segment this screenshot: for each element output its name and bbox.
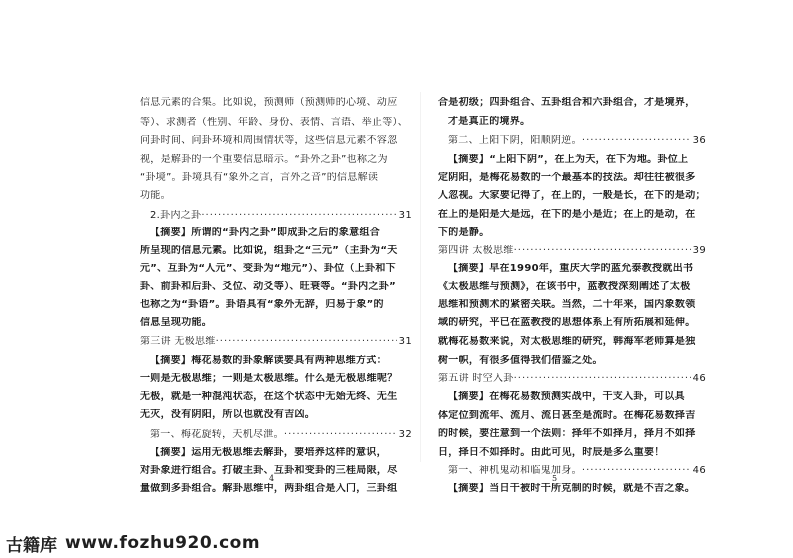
- abstract-text-line: 人忽视。大家要记得了，在上的，一般是长，在下的是动；: [438, 190, 706, 201]
- toc-entry: [150, 210, 412, 222]
- body-text-line: 功能。: [140, 190, 171, 201]
- watermark-url: www.fozhu920.com: [65, 533, 261, 553]
- body-text-line: 问卦时间、问卦环境和周围情状等，这些信息元素不容忽: [140, 135, 398, 146]
- toc-entry-page: 36: [692, 135, 706, 146]
- toc-entry: [448, 135, 706, 147]
- abstract-text-line: 【摘要】梅花易数的卦象解读要具有两种思维方式：: [150, 355, 387, 366]
- abstract-text-line: 卦、前卦和后卦、爻位、动爻等）、旺衰等。“卦内之卦”: [140, 281, 396, 292]
- toc-entry: [438, 245, 706, 257]
- abstract-text-line: 【摘要】在梅花易数预测实战中，干支入卦，可以具: [448, 391, 685, 402]
- toc-entry-title: 第一、神机鬼动和临鬼加身。: [448, 465, 582, 476]
- abstract-text-line: 对卦象进行组合。打破主卦、互卦和变卦的三桂局限，尽: [140, 465, 398, 476]
- abstract-text-line: 也称之为“卦语”。卦语具有“象外无辞，归易于象”的: [140, 299, 384, 310]
- toc-leader-dots: [514, 373, 691, 385]
- body-text-line: 信息元素的合集。比如说，预测师（预测师的心境、动应: [140, 97, 398, 108]
- toc-entry-title: 第三讲 无极思维: [140, 336, 216, 347]
- toc-entry: [140, 336, 412, 348]
- watermark: [6, 531, 260, 555]
- abstract-text-line: 日，择日不如择时。由此可见，时辰是多么重要！: [438, 447, 665, 458]
- body-text-line: 等）、求测者（性别、年龄、身份、表情、言语、举止等）、: [140, 117, 409, 128]
- abstract-text-line: 才是真正的境界。: [448, 116, 531, 127]
- toc-entry-page: 32: [398, 429, 412, 440]
- abstract-text-line: 定阴阳，是梅花易数的一个最基本的技法。却往往被很多: [438, 172, 696, 183]
- abstract-text-line: 树一帜，有很多值得我们借鉴之处。: [438, 355, 603, 366]
- toc-entry-page: 39: [692, 245, 706, 256]
- abstract-text-line: 【摘要】“上阳下阴”，在上为天，在下为地。卦位上: [448, 154, 689, 165]
- abstract-text-line: 在上的是阳是大是远，在下的是小是近；在上的是动，在: [438, 209, 696, 220]
- abstract-text-line: 所呈现的信息元素。比如说，组卦之“三元”（主卦为“天: [140, 245, 398, 256]
- abstract-text-line: 【摘要】运用无极思维去解卦，要培养这样的意识，: [150, 447, 387, 458]
- abstract-text-line: 域的研究，平已在蓝教授的思想体系上有所拓展和延伸。: [438, 317, 696, 328]
- toc-entry: [150, 429, 412, 441]
- left-page-number: 4: [269, 474, 275, 483]
- toc-entry-page: 46: [692, 373, 706, 384]
- toc-leader-dots: [582, 465, 691, 477]
- toc-entry-page: 31: [398, 336, 412, 347]
- toc-entry-title: 第四讲 太极思维: [438, 245, 514, 256]
- abstract-text-line: 【摘要】早在1990年，重庆大学的蓝允泰教授就出书: [448, 263, 694, 274]
- abstract-text-line: 的时候，要注意到一个法则：择年不如择月，择月不如择: [438, 428, 696, 439]
- abstract-text-line: 下的是静。: [438, 227, 490, 238]
- toc-entry-title: 2.卦内之卦: [150, 210, 202, 221]
- abstract-text-line: 量做到多卦组合。解卦思维中，两卦组合是入门，三卦组: [140, 483, 398, 494]
- watermark-site-name: 古籍库: [6, 535, 57, 556]
- abstract-text-line: 无极，就是一种混沌状态，在这个状态中无始无终、无生: [140, 391, 398, 402]
- toc-leader-dots: [201, 210, 396, 222]
- abstract-text-line: 合是初级；四卦组合、五卦组合和六卦组合，才是境界，: [438, 97, 696, 108]
- abstract-text-line: 【摘要】当日干被时干所克制的时候，就是不吉之象。: [448, 483, 696, 494]
- toc-entry-title: 第一、梅花旋转，天机尽泄。: [150, 429, 284, 440]
- body-text-line: 视，是解卦的一个重要信息暗示。“卦外之卦”也称之为: [140, 154, 388, 165]
- abstract-text-line: 无灭，没有阴阳，所以也就没有吉凶。: [140, 409, 316, 420]
- toc-entry: [448, 465, 706, 477]
- right-page-number: 5: [552, 474, 558, 483]
- toc-leader-dots: [514, 245, 691, 257]
- right-page: [438, 0, 706, 520]
- abstract-text-line: 思维和预测术的紧密关联。当然，二十年来，国内象数领: [438, 299, 696, 310]
- toc-entry-page: 31: [398, 210, 412, 221]
- abstract-text-line: 元”、互卦为“人元”、变卦为“地元”）、卦位（上卦和下: [140, 263, 396, 274]
- toc-leader-dots: [284, 429, 397, 441]
- toc-entry: [438, 373, 706, 385]
- abstract-text-line: 就梅花易数来说，对太极思维的研究，韩海军老师算是独: [438, 336, 696, 347]
- body-text-line: “卦境”。卦境具有“象外之言，言外之音”的信息解读: [140, 172, 379, 183]
- book-gutter: [420, 92, 421, 462]
- abstract-text-line: 信息呈现功能。: [140, 317, 213, 328]
- toc-entry-page: 46: [692, 465, 706, 476]
- left-page: [140, 0, 412, 520]
- toc-entry-title: 第二、上阳下阴，阳顺阴逆。: [448, 135, 582, 146]
- abstract-text-line: 《太极思维与预测》，在该书中，蓝教授深刻阐述了太极: [438, 281, 691, 292]
- toc-leader-dots: [216, 336, 397, 348]
- abstract-text-line: 【摘要】所谓的“卦内之卦”即成卦之后的象意组合: [150, 227, 381, 238]
- abstract-text-line: 体定位到流年、流月、流日甚至是流时。在梅花易数择吉: [438, 410, 696, 421]
- toc-entry-title: 第五讲 时空入卦: [438, 373, 514, 384]
- toc-leader-dots: [582, 135, 691, 147]
- abstract-text-line: 一则是无极思维；一则是太极思维。什么是无极思维呢？: [140, 373, 398, 384]
